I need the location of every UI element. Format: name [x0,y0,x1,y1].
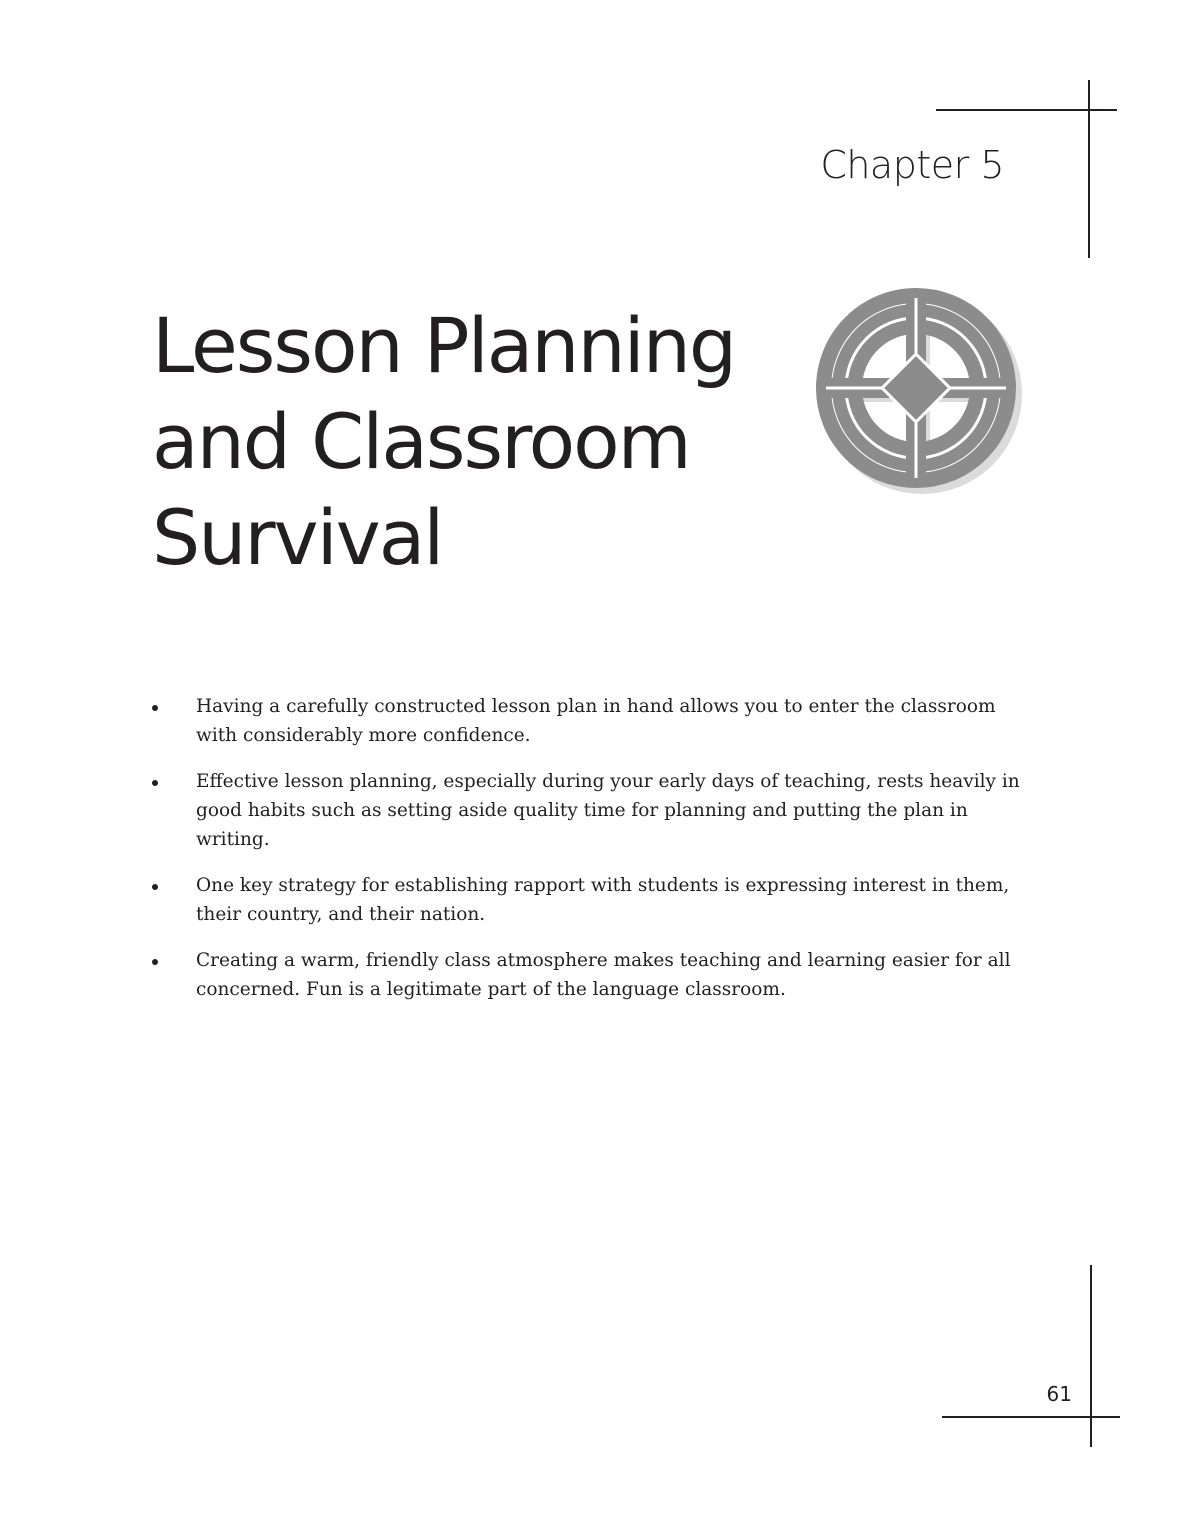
bullet-text: Creating a warm, friendly class atmosphere makes teaching and learning easier for all concerned. Fun is a legitimate part of the language classroom. [196,950,1011,1000]
crop-mark-top-horizontal [936,109,1117,111]
bullet-icon [152,780,158,786]
chapter-title-line-1: Lesson Planning [152,301,736,390]
bullet-text: Effective lesson planning, especially during your early days of teaching, rests heavily in good habits such as setting aside quality time for planning and putting the plan in writing. [196,771,1020,850]
bullet-icon [152,959,158,965]
bullet-icon [152,884,158,890]
summary-bullet-list [150,692,1030,1021]
list-item [150,692,1030,750]
emblem-main [824,296,1008,480]
crop-mark-bottom-vertical [1090,1265,1092,1447]
chapter-label: Chapter 5 [820,143,1004,187]
celtic-knot-emblem-icon [812,284,1028,500]
chapter-title-line-3: Survival [152,493,443,582]
list-item [150,946,1030,1004]
crop-mark-bottom-horizontal [942,1416,1120,1418]
bullet-icon [152,705,158,711]
crop-mark-top-vertical [1088,80,1090,258]
chapter-title-line-2: and Classroom [152,397,690,486]
list-item [150,767,1030,854]
list-item [150,871,1030,929]
chapter-title [152,298,792,586]
page-number: 61 [1046,1382,1072,1406]
bullet-text: Having a carefully constructed lesson plan in hand allows you to enter the classroom with considerably more confidence. [196,696,996,746]
bullet-text: One key strategy for establishing rapport with students is expressing interest in them, their country, and their nation. [196,875,1010,925]
